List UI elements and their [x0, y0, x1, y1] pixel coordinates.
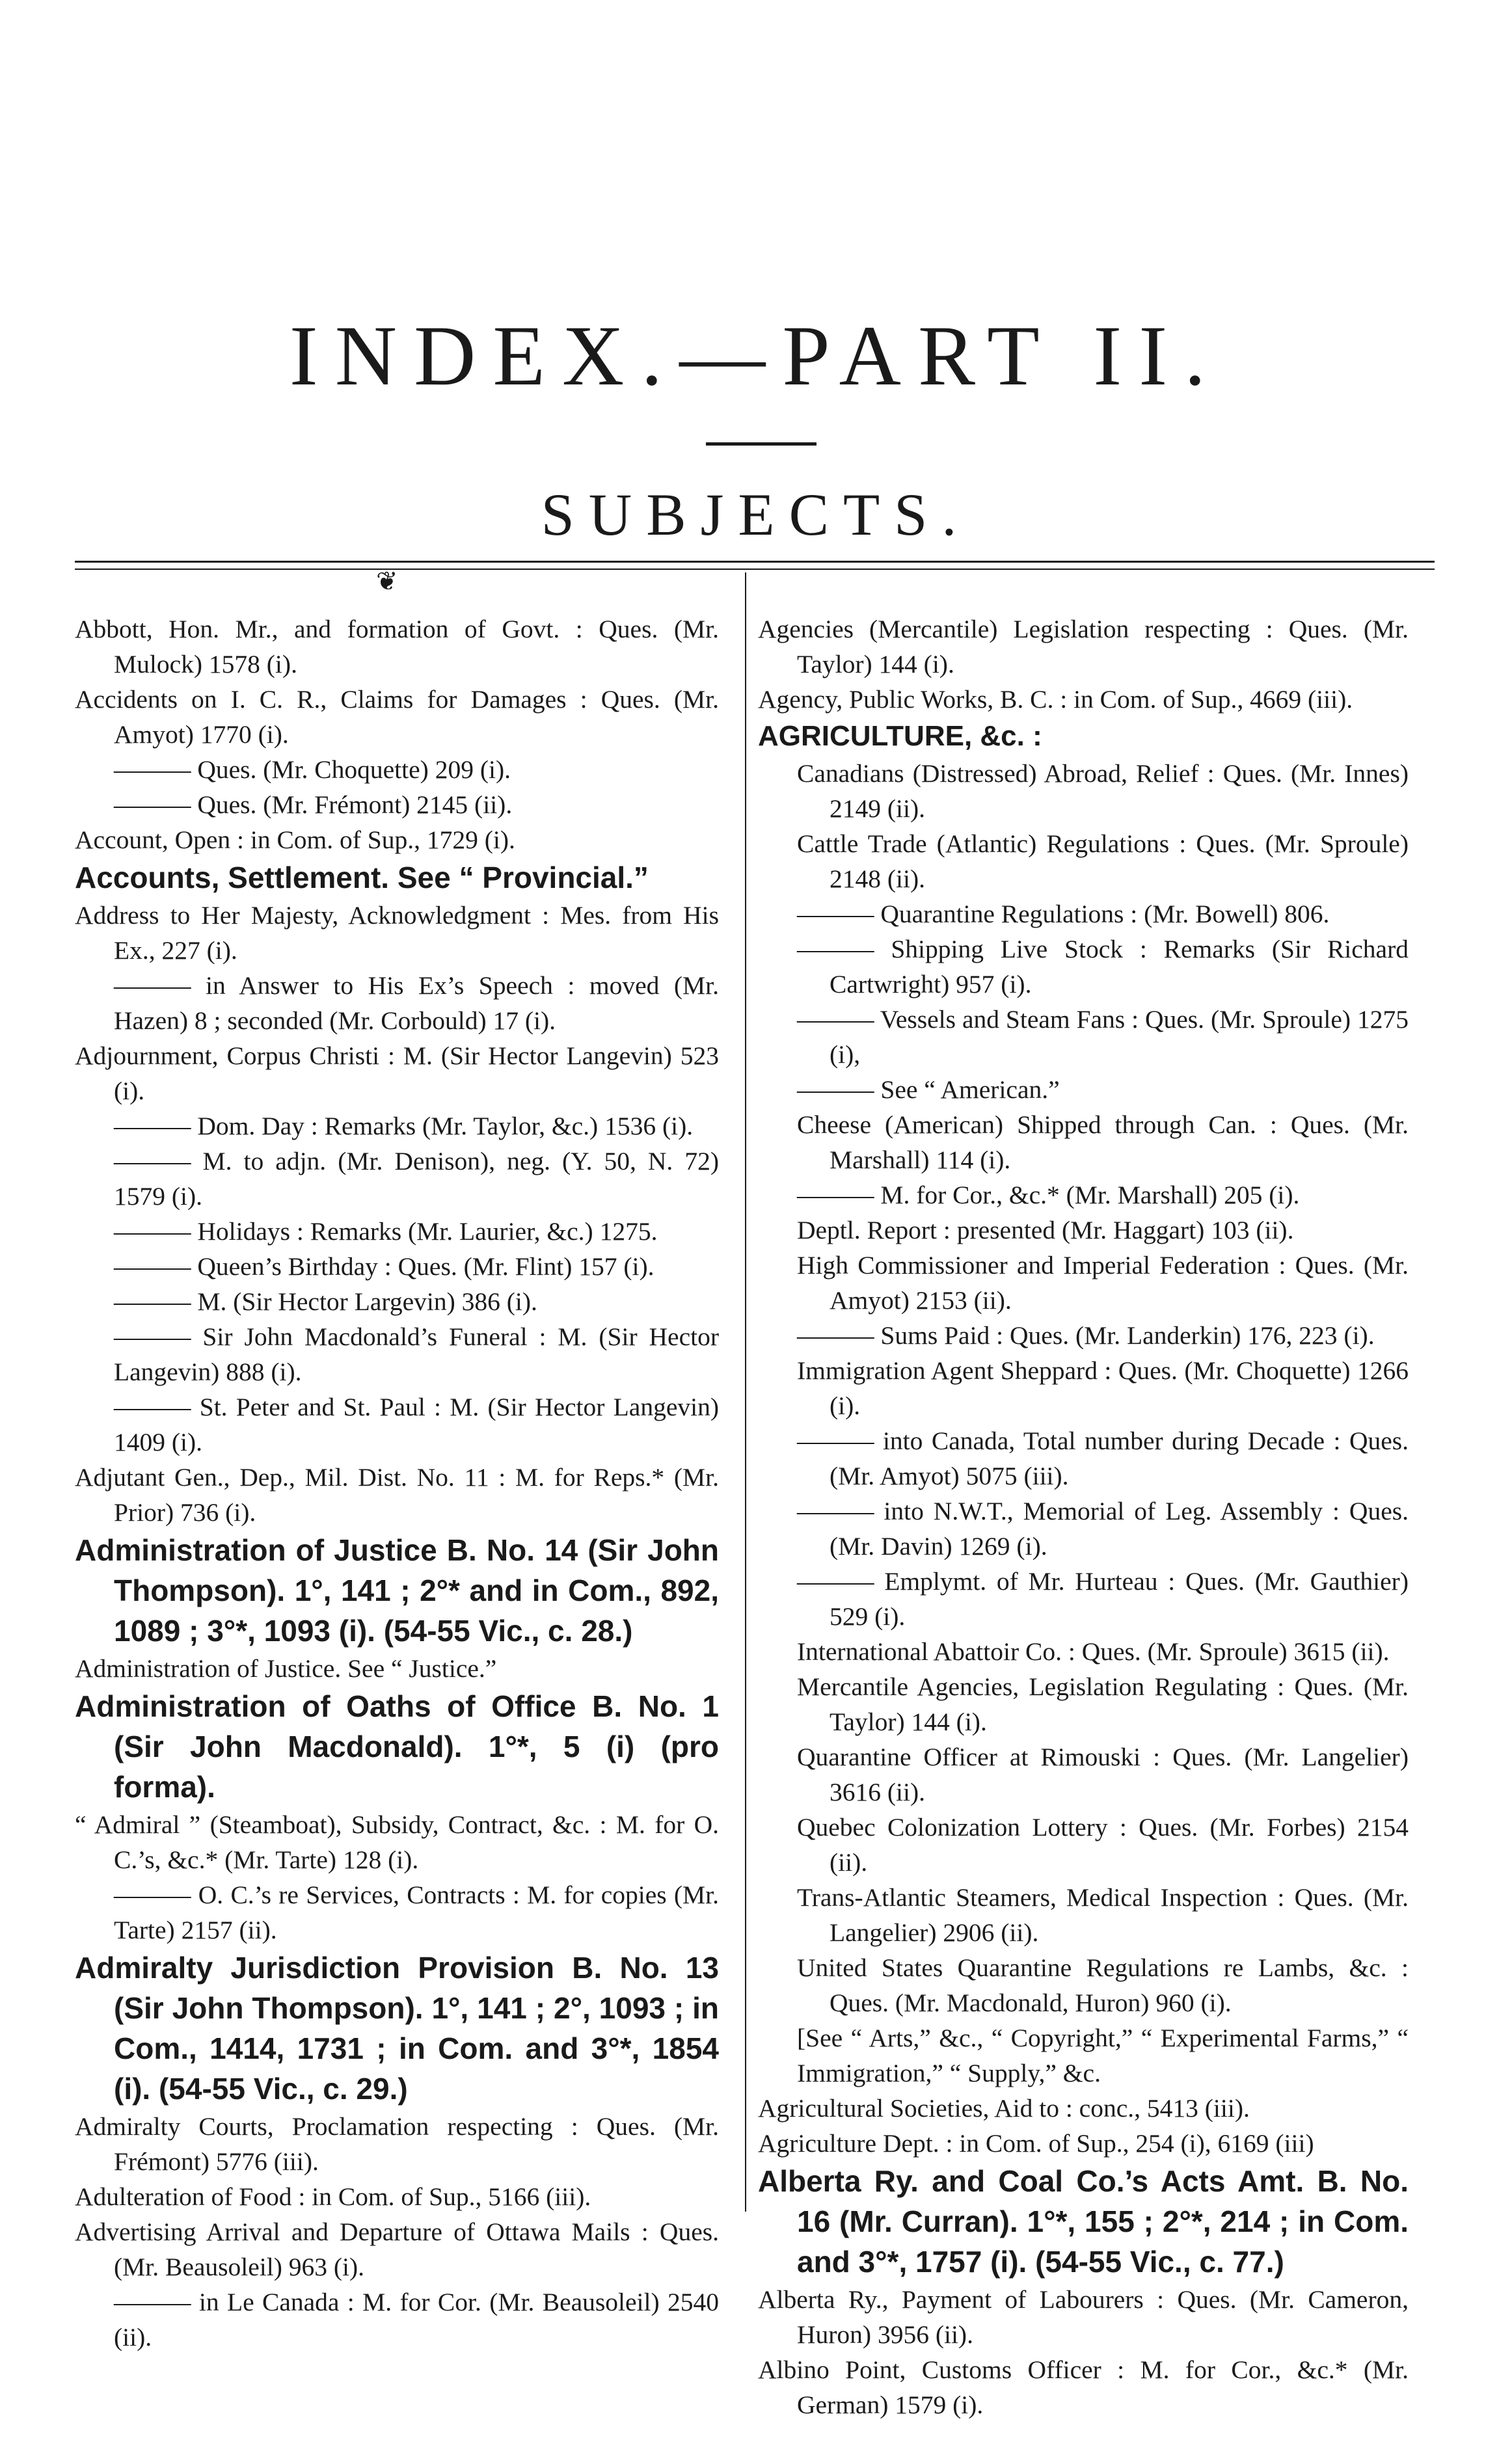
index-entry: Account, Open : in Com. of Sup., 1729 (i).	[75, 825, 515, 854]
index-entry: Canadians (Distressed) Abroad, Relief : Ques. (Mr. Innes) 2149 (ii).	[797, 759, 1409, 823]
index-entry: ——— See “ American.”	[797, 1075, 1060, 1104]
index-entry: ——— into Canada, Total number during Decade : Ques. (Mr. Amyot) 5075 (iii).	[797, 1426, 1409, 1490]
index-entry: AGRICULTURE, &c. :	[758, 720, 1042, 752]
index-entry: Admiralty Courts, Proclamation respecting : Ques. (Mr. Frémont) 5776 (iii).	[75, 2112, 719, 2176]
index-entry: Immigration Agent Sheppard : Ques. (Mr. Choquette) 1266 (i).	[797, 1356, 1409, 1420]
index-entry: Agency, Public Works, B. C. : in Com. of Sup., 4669 (iii).	[758, 685, 1353, 714]
index-entry: ——— M. to adjn. (Mr. Denison), neg. (Y. 50, N. 72) 1579 (i).	[114, 1147, 719, 1211]
index-entry: Trans-Atlantic Steamers, Medical Inspection : Ques. (Mr. Langelier) 2906 (ii).	[797, 1883, 1409, 1947]
index-entry: ——— Emplymt. of Mr. Hurteau : Ques. (Mr. Gauthier) 529 (i).	[797, 1567, 1409, 1631]
page-subtitle: SUBJECTS.	[541, 481, 971, 548]
index-entry: ——— M. for Cor., &c.* (Mr. Marshall) 205 (i).	[797, 1181, 1300, 1209]
index-entry: “ Admiral ” (Steamboat), Subsidy, Contract, &c. : M. for O. C.’s, &c.* (Mr. Tarte) 128 (i).	[75, 1810, 719, 1874]
index-entry: Accidents on I. C. R., Claims for Damages : Ques. (Mr. Amyot) 1770 (i).	[75, 685, 719, 749]
index-entry: ——— Sir John Macdonald’s Funeral : M. (Sir Hector Langevin) 888 (i).	[114, 1322, 719, 1386]
index-entry: ——— Shipping Live Stock : Remarks (Sir Richard Cartwright) 957 (i).	[797, 935, 1409, 998]
top-rule-thin	[75, 569, 1435, 570]
index-entry: ——— Queen’s Birthday : Ques. (Mr. Flint) 157 (i).	[114, 1252, 655, 1281]
index-entry: ——— O. C.’s re Services, Contracts : M. for copies (Mr. Tarte) 2157 (ii).	[114, 1881, 719, 1944]
index-entry: ——— Sums Paid : Ques. (Mr. Landerkin) 176, 223 (i).	[797, 1321, 1375, 1350]
index-entry: ——— Vessels and Steam Fans : Ques. (Mr. Sproule) 1275 (i),	[797, 1005, 1409, 1069]
index-entry: Address to Her Majesty, Acknowledgment : Mes. from His Ex., 227 (i).	[75, 901, 719, 965]
index-entry: Administration of Justice B. No. 14 (Sir John Thompson). 1°, 141 ; 2°* and in Com., 892, 1089 ; 3°*, 1093 (i). (54-55 Vic., c. 28.)	[75, 1533, 719, 1648]
index-entry: Admiralty Jurisdiction Provision B. No. 13 (Sir John Thompson). 1°, 141 ; 2°, 1093 ; in Com., 1414, 1731 ; in Com. and 3°*, 1854 (i). (54-55 Vic., c. 29.)	[75, 1951, 719, 2106]
index-entry: Agriculture Dept. : in Com. of Sup., 254 (i), 6169 (iii)	[758, 2129, 1314, 2158]
index-entry: Alberta Ry. and Coal Co.’s Acts Amt. B. No. 16 (Mr. Curran). 1°*, 155 ; 2°*, 214 ; in Com. and 3°*, 1757 (i). (54-55 Vic., c. 77.)	[758, 2164, 1409, 2279]
title-rule	[706, 442, 817, 446]
index-entry: Deptl. Report : presented (Mr. Haggart) 103 (ii).	[797, 1216, 1294, 1244]
left-column	[75, 611, 719, 2355]
index-entry: ——— into N.W.T., Memorial of Leg. Assembly : Ques. (Mr. Davin) 1269 (i).	[797, 1497, 1409, 1560]
index-entry: ——— Ques. (Mr. Choquette) 209 (i).	[114, 755, 511, 784]
index-entry: Quarantine Officer at Rimouski : Ques. (Mr. Langelier) 3616 (ii).	[797, 1743, 1409, 1806]
page-title: INDEX.—PART II.	[289, 308, 1223, 403]
index-entry: Adulteration of Food : in Com. of Sup., 5166 (iii).	[75, 2182, 591, 2211]
index-entry: ——— Dom. Day : Remarks (Mr. Taylor, &c.) 1536 (i).	[114, 1112, 694, 1140]
index-entry: ——— Quarantine Regulations : (Mr. Bowell) 806.	[797, 900, 1330, 928]
top-rule	[75, 561, 1435, 563]
index-entry: Accounts, Settlement. See “ Provincial.”	[75, 861, 649, 894]
index-entry: ——— in Le Canada : M. for Cor. (Mr. Beausoleil) 2540 (ii).	[114, 2288, 719, 2351]
index-entry: [See “ Arts,” &c., “ Copyright,” “ Experimental Farms,” “ Immigration,” “ Supply,” &c.	[797, 2024, 1409, 2087]
index-entry: Alberta Ry., Payment of Labourers : Ques. (Mr. Cameron, Huron) 3956 (ii).	[758, 2285, 1409, 2349]
index-entry: Albino Point, Customs Officer : M. for Cor., &c.* (Mr. German) 1579 (i).	[758, 2355, 1409, 2419]
index-entry: Agricultural Societies, Aid to : conc., 5413 (iii).	[758, 2094, 1250, 2123]
index-entry: Adjutant Gen., Dep., Mil. Dist. No. 11 : M. for Reps.* (Mr. Prior) 736 (i).	[75, 1463, 719, 1527]
index-entry: ——— Holidays : Remarks (Mr. Laurier, &c.) 1275.	[114, 1217, 658, 1246]
right-column	[758, 611, 1409, 2422]
index-entry: High Commissioner and Imperial Federation : Ques. (Mr. Amyot) 2153 (ii).	[797, 1251, 1409, 1315]
index-entry: ——— St. Peter and St. Paul : M. (Sir Hector Langevin) 1409 (i).	[114, 1393, 719, 1456]
index-entry: Cattle Trade (Atlantic) Regulations : Ques. (Mr. Sproule) 2148 (ii).	[797, 829, 1409, 893]
index-entry: United States Quarantine Regulations re Lambs, &c. : Ques. (Mr. Macdonald, Huron) 960 (i).	[797, 1953, 1409, 2017]
index-entry: Adjournment, Corpus Christi : M. (Sir Hector Langevin) 523 (i).	[75, 1041, 719, 1105]
index-entry: Advertising Arrival and Departure of Ottawa Mails : Ques. (Mr. Beausoleil) 963 (i).	[75, 2217, 719, 2281]
index-entry: Agencies (Mercantile) Legislation respecting : Ques. (Mr. Taylor) 144 (i).	[758, 615, 1409, 678]
index-entry: ——— Ques. (Mr. Frémont) 2145 (ii).	[114, 790, 513, 819]
index-entry: Administration of Oaths of Office B. No. 1 (Sir John Macdonald). 1°*, 5 (i) (pro forma).	[75, 1689, 719, 1804]
ornament-mark: ❦	[376, 567, 398, 596]
index-entry: Administration of Justice. See “ Justice.”	[75, 1654, 497, 1683]
index-entry: Mercantile Agencies, Legislation Regulating : Ques. (Mr. Taylor) 144 (i).	[797, 1672, 1409, 1736]
index-entry: ——— M. (Sir Hector Largevin) 386 (i).	[114, 1287, 537, 1316]
index-entry: Quebec Colonization Lottery : Ques. (Mr. Forbes) 2154 (ii).	[797, 1813, 1409, 1877]
index-entry: International Abattoir Co. : Ques. (Mr. Sproule) 3615 (ii).	[797, 1637, 1390, 1666]
index-entry: Cheese (American) Shipped through Can. : Ques. (Mr. Marshall) 114 (i).	[797, 1110, 1409, 1174]
column-separator	[745, 572, 746, 2212]
index-entry: ——— in Answer to His Ex’s Speech : moved (Mr. Hazen) 8 ; seconded (Mr. Corbould) 17 (i).	[114, 971, 719, 1035]
index-entry: Abbott, Hon. Mr., and formation of Govt. : Ques. (Mr. Mulock) 1578 (i).	[75, 615, 719, 678]
